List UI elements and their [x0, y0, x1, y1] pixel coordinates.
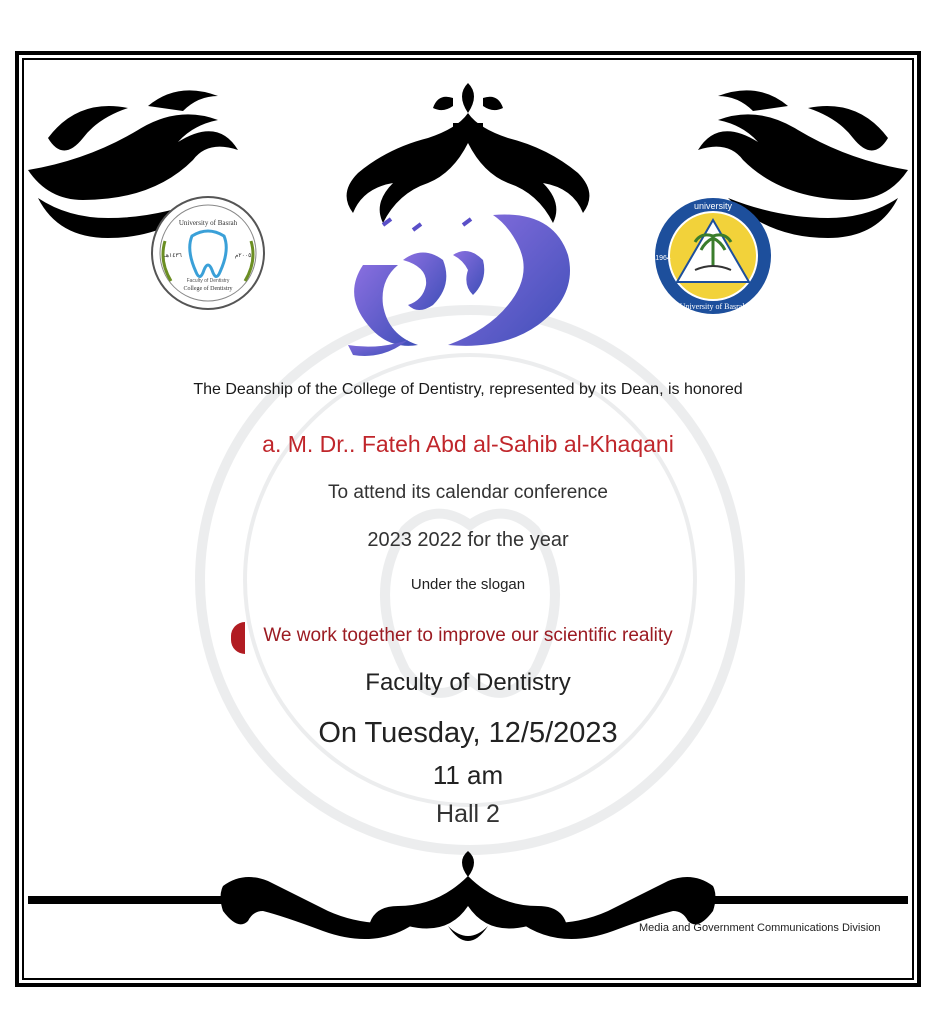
- year-line: 2023 2022 for the year: [367, 529, 569, 551]
- invitee-name: a. M. Dr.. Fateh Abd al-Sahib al-Khaqani: [262, 431, 674, 457]
- bottom-ornament-icon: [28, 846, 908, 966]
- honored-line: The Deanship of the College of Dentistry, represented by its Dean, is honored: [193, 381, 743, 398]
- media-division-credit: Media and Government Communications Division: [639, 922, 881, 934]
- left-seal-top-text: University of Basrah: [178, 219, 238, 227]
- left-seal-year-left: ١٤٣٦هـ: [164, 253, 182, 259]
- event-time: 11 am: [432, 760, 504, 790]
- slogan-label: Under the slogan: [410, 576, 526, 593]
- right-seal-top-text: university: [693, 201, 733, 211]
- left-seal-bottom-text: College of Dentistry: [183, 286, 233, 292]
- left-seal-year-right: ٢٠٠٥م: [234, 253, 252, 259]
- college-of-dentistry-seal-icon: [147, 196, 269, 310]
- event-date: On Tuesday, 12/5/2023: [318, 717, 618, 749]
- slogan-text: We work together to improve our scientific reality: [263, 625, 673, 646]
- event-hall: Hall 2: [436, 800, 500, 828]
- right-seal-year: 1964: [655, 255, 671, 262]
- university-of-basrah-seal-icon: [653, 196, 773, 316]
- attend-line: To attend its calendar conference: [328, 482, 608, 503]
- right-seal-bottom-text: University of Basrah: [679, 302, 747, 311]
- invitation-calligraphy-icon: [343, 205, 578, 360]
- left-seal-sub-text: Faculty of Dentistry: [186, 278, 230, 284]
- faculty-name: Faculty of Dentistry: [365, 669, 571, 696]
